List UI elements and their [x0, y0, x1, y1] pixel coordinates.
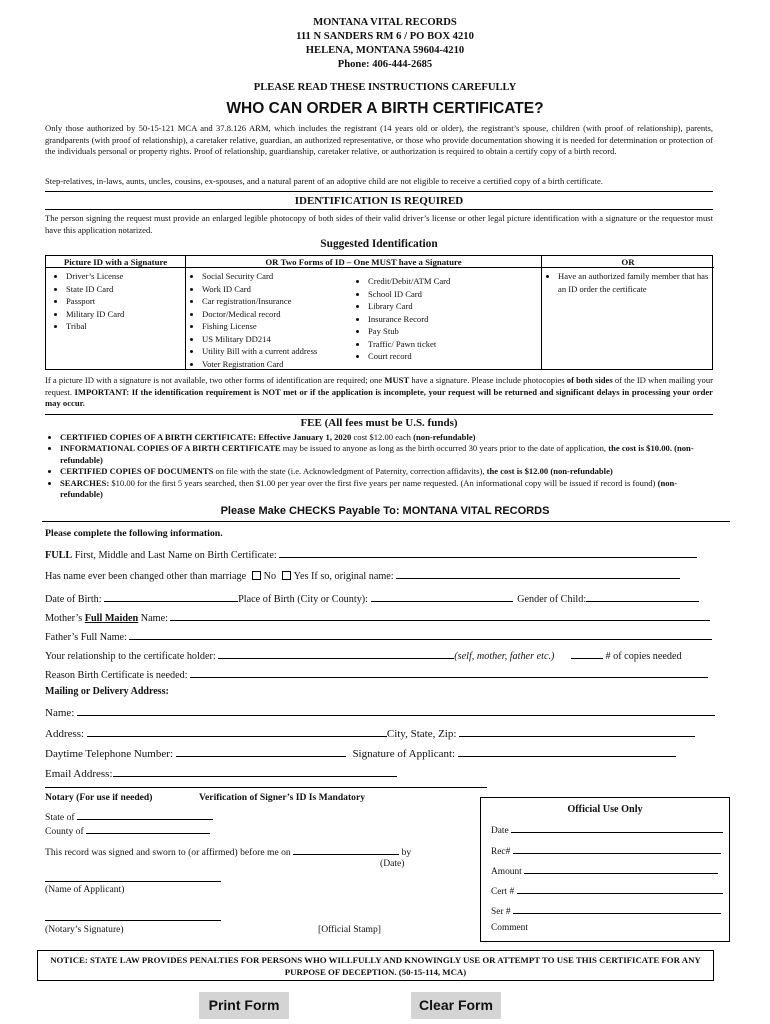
- list-item: • Library Card: [368, 300, 450, 313]
- list-item: • Doctor/Medical record: [202, 308, 317, 321]
- identification-table: [45, 255, 713, 370]
- name-changed-row: Has name ever been changed other than marriage No Yes If so, original name:: [45, 569, 680, 582]
- list-item: • Car registration/Insurance: [202, 295, 317, 308]
- official-ser-row: Ser #: [491, 904, 721, 917]
- notary-signature-row: [45, 911, 221, 924]
- list-item: • Court record: [368, 350, 450, 363]
- agency-city: HELENA, MONTANA 59604-4210: [305, 45, 465, 56]
- name-changed-yes-checkbox[interactable]: [282, 571, 291, 580]
- verification-notice: Verification of Signer’s ID Is Mandatory: [199, 792, 366, 803]
- notary-county-input[interactable]: [86, 824, 210, 834]
- copies-needed-input[interactable]: [571, 649, 603, 659]
- sworn-date-caption: (Date): [380, 858, 405, 869]
- official-rec-row: Rec#: [491, 844, 721, 857]
- list-item: • Military ID Card: [66, 308, 185, 321]
- mother-name-row: Mother’s Full Maiden Name:: [45, 611, 710, 624]
- fee-list: [45, 432, 713, 500]
- phone-signature-row: Daytime Telephone Number: Signature of Applicant:: [45, 747, 676, 760]
- family-member-column: [542, 256, 714, 369]
- fee-heading: FEE (All fees must be U.S. funds): [300, 417, 458, 429]
- checks-payable: Please Make CHECKS Payable To: MONTANA VITAL RECORDS: [220, 505, 550, 517]
- official-cert-row: Cert #: [491, 884, 723, 897]
- official-amount-row: Amount: [491, 864, 718, 877]
- applicant-name-caption: (Name of Applicant): [45, 884, 125, 895]
- fee-item-documents: • CERTIFIED COPIES OF DOCUMENTS on file with the state (i.e. Acknowledgment of Paternity, correction affidavits), the cost is $12.00 (non-refundable): [60, 466, 713, 477]
- official-date-row: Date: [491, 823, 723, 836]
- identification-heading: IDENTIFICATION IS REQUIRED: [294, 195, 464, 207]
- read-instructions: PLEASE READ THESE INSTRUCTIONS CAREFULLY: [253, 82, 517, 93]
- legal-notice: NOTICE: STATE LAW PROVIDES PENALTIES FOR PERSONS WHO WILLFULLY AND KNOWINGLY USE OR ATTEMPT TO USE THIS CERTIFICATE FOR ANY PURPOSE OF DECEPTION. (50-15-114, MCA): [37, 950, 714, 981]
- page-title: WHO CAN ORDER A BIRTH CERTIFICATE?: [226, 100, 544, 117]
- suggested-identification-heading: Suggested Identification: [320, 238, 438, 250]
- official-cert-input[interactable]: [517, 884, 723, 894]
- address-row: Address: City, State, Zip:: [45, 727, 695, 740]
- identification-note: If a picture ID with a signature is not available, two other forms of identification are required; one MUST have a signature. Please include photocopies of both sides of the ID when mailing your request. IMPORTANT: If the identification requirement is NOT met or if the application is incomplete, your request will be returned and significant delays in processing your order may occur.: [45, 375, 713, 409]
- identification-intro: The person signing the request must provide an enlarged legible photocopy of both sides of their valid driver’s license or other legal picture identification with a signature or the requestor must have this application notarized.: [45, 213, 713, 235]
- list-item: • Have an authorized family member that has an ID order the certificate: [558, 270, 710, 295]
- fee-item-informational: • INFORMATIONAL COPIES OF A BIRTH CERTIFICATE may be issued to anyone as long as the birth occurred 30 years prior to the date of application, the cost is $10.00. (non-refundable): [60, 443, 713, 466]
- full-name-row: FULL First, Middle and Last Name on Birth Certificate:: [45, 548, 697, 561]
- name-changed-no-checkbox[interactable]: [252, 571, 261, 580]
- applicant-name-input[interactable]: [45, 872, 221, 882]
- reason-row: Reason Birth Certificate is needed:: [45, 668, 708, 681]
- picture-id-header: Picture ID with a Signature: [46, 256, 185, 268]
- notary-signature-caption: (Notary’s Signature): [45, 924, 124, 935]
- two-forms-header: OR Two Forms of ID – One MUST have a Signature: [186, 256, 541, 268]
- divider: [45, 414, 713, 415]
- reason-input[interactable]: [190, 668, 708, 678]
- eligibility-paragraph: Only those authorized by 50-15-121 MCA and 37.8.126 ARM, which includes the registrant (14 years old or older), the registrant’s spouse, children (with proof of relationship), parents, grandparents (with proof of relationship), a caretaker relative, guardian, an authorized representative, or those who provide documentation showing it is needed for determination or protection of the individuals personal or property rights. Proof of relationship, guardianship, caretaker relative, or authorization is required to obtain a certify copy of a birth record.: [45, 123, 713, 157]
- list-item: • State ID Card: [66, 283, 185, 296]
- agency-name: MONTANA VITAL RECORDS: [313, 17, 457, 28]
- ineligible-paragraph: Step-relatives, in-laws, aunts, uncles, cousins, ex-spouses, and a natural parent of an adoptive child are not eligible to receive a certified copy of a birth certificate.: [45, 176, 603, 186]
- list-item: • School ID Card: [368, 288, 450, 301]
- official-stamp-caption: [Official Stamp]: [318, 924, 381, 935]
- mailing-name-row: Name:: [45, 706, 715, 719]
- sworn-date-input[interactable]: [293, 845, 399, 855]
- mother-maiden-name-input[interactable]: [170, 611, 710, 621]
- agency-header: [0, 16, 770, 72]
- city-state-zip-input[interactable]: [459, 727, 695, 737]
- notary-county-row: County of: [45, 824, 210, 837]
- official-comment-row: Comment: [491, 923, 528, 933]
- list-item: • Fishing License: [202, 320, 317, 333]
- list-item: • Credit/Debit/ATM Card: [368, 275, 450, 288]
- complete-heading: Please complete the following information.: [45, 528, 223, 539]
- mailing-name-input[interactable]: [77, 706, 715, 716]
- clear-form-button[interactable]: Clear Form: [411, 992, 501, 1019]
- print-form-button[interactable]: Print Form: [199, 992, 289, 1019]
- email-input[interactable]: [113, 767, 397, 777]
- date-of-birth-input[interactable]: [104, 592, 238, 602]
- list-item: • Voter Registration Card: [202, 358, 317, 371]
- official-amount-input[interactable]: [524, 864, 718, 874]
- original-name-input[interactable]: [396, 569, 680, 579]
- full-name-input[interactable]: [279, 548, 697, 558]
- divider: [45, 787, 487, 788]
- list-item: • Social Security Card: [202, 270, 317, 283]
- gender-input[interactable]: [586, 592, 699, 602]
- list-item: • Work ID Card: [202, 283, 317, 296]
- notary-state-input[interactable]: [77, 810, 213, 820]
- notary-heading: Notary (For use if needed): [45, 792, 153, 803]
- official-use-box: [480, 797, 730, 942]
- divider: [45, 191, 713, 192]
- email-row: Email Address:: [45, 767, 397, 780]
- relationship-input[interactable]: [218, 649, 454, 659]
- list-item: • US Military DD214: [202, 333, 317, 346]
- or-header: OR: [542, 256, 714, 268]
- official-use-title: Official Use Only: [567, 804, 643, 815]
- official-date-input[interactable]: [511, 823, 723, 833]
- sworn-row: This record was signed and sworn to (or affirmed) before me on by: [45, 847, 412, 858]
- list-item: • Tribal: [66, 320, 185, 333]
- mailing-heading: Mailing or Delivery Address:: [45, 686, 169, 697]
- agency-street: 111 N SANDERS RM 6 / PO BOX 4210: [296, 31, 474, 42]
- list-item: • Traffic/ Pawn ticket: [368, 338, 450, 351]
- official-rec-input[interactable]: [513, 844, 721, 854]
- father-name-row: Father’s Full Name:: [45, 630, 712, 643]
- applicant-signature-input[interactable]: [458, 747, 676, 757]
- birth-details-row: Date of Birth: Place of Birth (City or County): Gender of Child:: [45, 592, 699, 605]
- fee-item-certified: • CERTIFIED COPIES OF A BIRTH CERTIFICATE: Effective January 1, 2020 cost $12.00 each (non-refundable): [60, 432, 713, 443]
- list-item: • Pay Stub: [368, 325, 450, 338]
- address-input[interactable]: [87, 727, 387, 737]
- fee-item-searches: • SEARCHES: $10.00 for the first 5 years searched, then $1.00 per year over the first five years per name requested. (An informational copy will be issued if record is found) (non-refundable): [60, 478, 713, 501]
- agency-phone: Phone: 406-444-2685: [337, 59, 433, 70]
- list-item: • Utility Bill with a current address: [202, 345, 317, 358]
- divider: [45, 209, 713, 210]
- relationship-row: Your relationship to the certificate holder: (self, mother, father etc.) # of copies needed: [45, 651, 682, 662]
- place-of-birth-input[interactable]: [371, 592, 513, 602]
- notary-state-row: State of: [45, 810, 213, 823]
- notary-signature-input[interactable]: [45, 911, 221, 921]
- list-item: • Passport: [66, 295, 185, 308]
- list-item: • Driver’s License: [66, 270, 185, 283]
- official-ser-input[interactable]: [513, 904, 721, 914]
- list-item: • Insurance Record: [368, 313, 450, 326]
- two-forms-column: [186, 256, 542, 369]
- father-name-input[interactable]: [129, 630, 712, 640]
- picture-id-column: [46, 256, 186, 369]
- daytime-phone-input[interactable]: [176, 747, 346, 757]
